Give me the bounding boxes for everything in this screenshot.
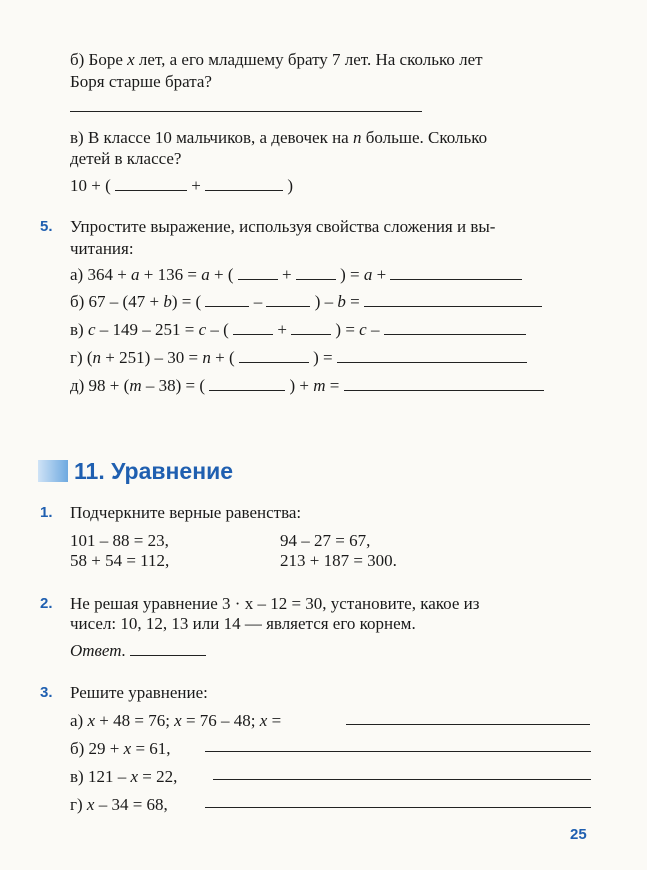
equality-3[interactable]: 58 + 54 = 112, bbox=[70, 551, 170, 570]
s11-task1-number: 1. bbox=[40, 504, 53, 521]
task5d-blank-1[interactable] bbox=[239, 348, 309, 363]
task4c-line2: детей в классе? bbox=[70, 149, 182, 168]
section-marker bbox=[38, 460, 68, 482]
task4c-expression: 10 + ( + ) bbox=[70, 176, 294, 195]
task5a-answer[interactable] bbox=[390, 265, 522, 280]
equation-d: г) x – 34 = 68, bbox=[70, 795, 168, 814]
task5-item-a: а) 364 + a + 136 = a + ( + ) = a + bbox=[70, 264, 522, 286]
task5e-blank-1[interactable] bbox=[209, 376, 285, 391]
task5-line1: Упростите выражение, используя свойства сложения и вы- bbox=[70, 217, 496, 236]
task5-line2: читания: bbox=[70, 239, 134, 258]
task5b-blank-1[interactable] bbox=[205, 292, 249, 307]
task4b-line2: Боря старше брата? bbox=[70, 72, 212, 91]
task5-number: 5. bbox=[40, 218, 53, 235]
task4b-line1: б) Боре x лет, а его младшему брату 7 лет. На сколько лет bbox=[70, 50, 483, 69]
task5e-answer[interactable] bbox=[344, 376, 544, 391]
s11-task2-line2: чисел: 10, 12, 13 или 14 — является его корнем. bbox=[70, 614, 416, 633]
equality-1[interactable]: 101 – 88 = 23, bbox=[70, 531, 169, 550]
task5b-answer[interactable] bbox=[364, 292, 542, 307]
task5-item-d: г) (n + 251) – 30 = n + ( ) = bbox=[70, 347, 527, 369]
s11-task1-text: Подчеркните верные равенства: bbox=[70, 503, 302, 522]
task5c-blank-2[interactable] bbox=[291, 320, 331, 335]
task5-item-e: д) 98 + (m – 38) = ( ) + m = bbox=[70, 375, 544, 397]
task5-item-b: б) 67 – (47 + b) = ( – ) – b = bbox=[70, 291, 542, 313]
task5-item-c: в) c – 149 – 251 = c – ( + ) = c – bbox=[70, 319, 526, 341]
task5c-answer[interactable] bbox=[384, 320, 526, 335]
page-number: 25 bbox=[570, 826, 587, 843]
section-title: 11. Уравнение bbox=[74, 458, 234, 484]
s11-task3-text: Решите уравнение: bbox=[70, 683, 208, 702]
equation-b-answer[interactable] bbox=[205, 751, 591, 752]
task5b-blank-2[interactable] bbox=[266, 292, 310, 307]
task4b-answer-line[interactable] bbox=[70, 111, 422, 112]
task4c-blank-1[interactable] bbox=[115, 176, 187, 191]
equation-b: б) 29 + x = 61, bbox=[70, 739, 171, 758]
s11-task2-answer-blank[interactable] bbox=[130, 641, 206, 656]
task5a-blank-2[interactable] bbox=[296, 265, 336, 280]
equation-c: в) 121 – x = 22, bbox=[70, 767, 178, 786]
task5a-blank-1[interactable] bbox=[238, 265, 278, 280]
s11-task2-answer: Ответ. bbox=[70, 640, 206, 662]
s11-task2-number: 2. bbox=[40, 595, 53, 612]
task4c-blank-2[interactable] bbox=[205, 176, 283, 191]
task4c-line1: в) В классе 10 мальчиков, а девочек на n больше. Сколько bbox=[70, 128, 488, 147]
equation-a-answer[interactable] bbox=[346, 724, 590, 725]
equality-2[interactable]: 94 – 27 = 67, bbox=[280, 531, 371, 550]
task5d-answer[interactable] bbox=[337, 348, 527, 363]
equality-4[interactable]: 213 + 187 = 300. bbox=[280, 551, 397, 570]
equation-a: а) x + 48 = 76; x = 76 – 48; x = bbox=[70, 711, 282, 730]
equation-d-answer[interactable] bbox=[205, 807, 591, 808]
s11-task3-number: 3. bbox=[40, 684, 53, 701]
equation-c-answer[interactable] bbox=[213, 779, 591, 780]
task5c-blank-1[interactable] bbox=[233, 320, 273, 335]
s11-task2-line1: Не решая уравнение 3 · x – 12 = 30, установите, какое из bbox=[70, 594, 480, 613]
